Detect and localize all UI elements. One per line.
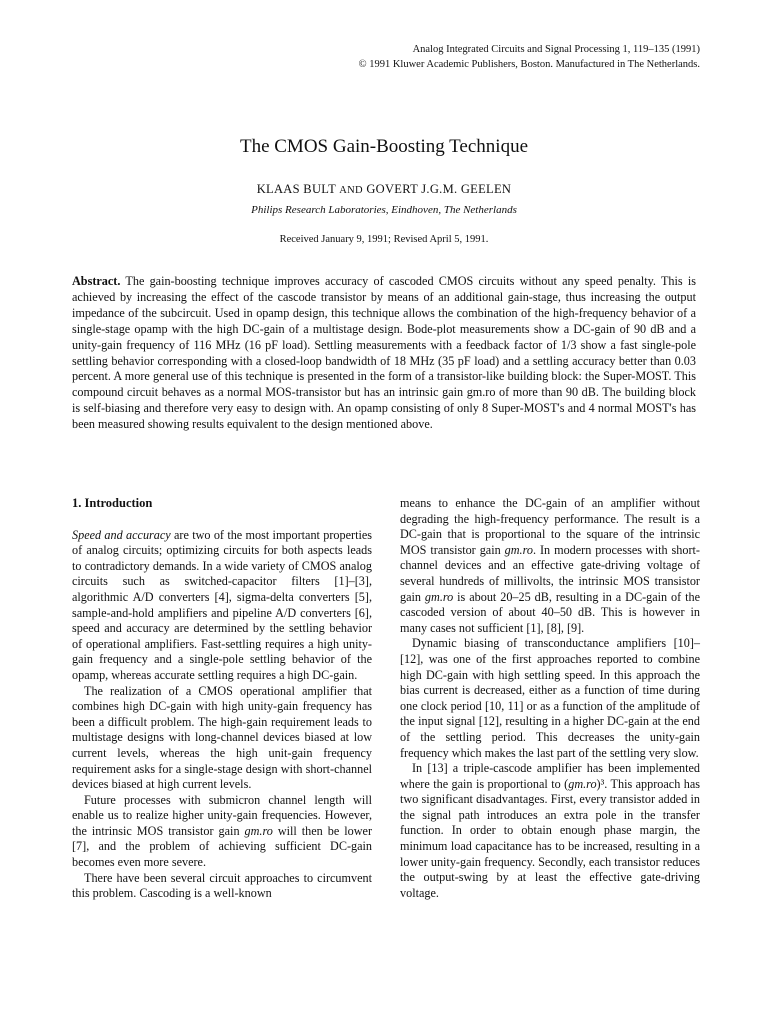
affiliation: Philips Research Laboratories, Eindhoven, The Netherlands — [251, 204, 517, 216]
emphasis: Speed and accuracy — [72, 527, 171, 542]
paragraph — [72, 528, 372, 684]
abstract — [72, 274, 696, 433]
paragraph-text: In [13] a triple-cascode amplifier has been implemented where the gain is proportional to ( — [400, 761, 700, 791]
paragraph: Dynamic biasing of transconductance amplifiers [10]–[12], was one of the first approaches reported to combine high DC-gain with high settling speed. In this approach the bias current is decreased, either as a function of time during one clock period [10, 11] or as a function of the amplitude of the input signal [12], resulting in a higher DC-gain at the end of the settling period. This decreases the unity-gain frequency which makes the last part of the settling very slow. — [400, 636, 700, 760]
paragraph — [400, 761, 700, 901]
paper-title: The CMOS Gain-Boosting Technique — [239, 136, 529, 157]
author-name: KLAAS BULT — [256, 182, 336, 196]
emphasis: gm.ro — [504, 542, 533, 557]
abstract-label: Abstract. — [72, 274, 121, 288]
emphasis: gm.ro — [424, 589, 454, 604]
emphasis: gm.ro — [244, 823, 273, 838]
paragraph: There have been several circuit approaches to circumvent this problem. Cascoding is a well-known — [72, 870, 372, 901]
paragraph — [400, 496, 700, 636]
paragraph-text: will then be lower [7], and the problem of achieving sufficient DC-gain becomes even more severe. — [72, 823, 372, 870]
emphasis: gm.ro — [568, 776, 597, 791]
journal-header — [280, 42, 700, 72]
paragraph — [72, 793, 372, 871]
author-name: GOVERT J.G.M. GEELEN — [366, 182, 512, 196]
journal-citation: Analog Integrated Circuits and Signal Processing 1, 119–135 (1991) — [412, 44, 700, 55]
paragraph-text: . In modern processes with short-channel devices and an effective gate-driving voltage of several hundreds of millivolts, the intrinsic MOS transistor gain — [400, 542, 700, 604]
paragraph-text: means to enhance the DC-gain of an amplifier without degrading the high-frequency performance. The result is a DC-gain that is proportional to the square of the intrinsic MOS transistor gain — [400, 496, 700, 557]
paragraph-text: Future processes with submicron channel length will enable us to realize higher unity-gain frequencies. However, the intrinsic MOS transistor gain — [72, 792, 372, 838]
paragraph-text: )³. This approach has two significant disadvantages. First, every transistor added in the signal path introduces an extra pole in the transfer function. In order to obtain enough phase margin, the minimum load capacitance has to be increased, resulting in a lower unity-gain frequency. Secondly, each transistor reduces the output-swing by at least the effective gate-driving voltage. — [400, 776, 700, 900]
copyright-line: © 1991 Kluwer Academic Publishers, Boston. Manufactured in The Netherlands. — [358, 59, 700, 70]
section-heading: 1. Introduction — [72, 496, 153, 510]
right-column — [400, 496, 700, 901]
abstract-text: The gain-boosting technique improves accuracy of cascoded CMOS circuits without any speed penalty. This is achieved by increasing the effect of the cascode transistor by means of an additional gain-stage, thus increasing the output impedance of the subcircuit. Used in opamp design, this technique allows the combination of the high-frequency behavior of a single-stage opamp with the high DC-gain of a multistage design. Bode-plot measurements show a DC-gain of 90 dB and a unity-gain frequency of 116 MHz (16 pF load). Settling measurements with a feedback factor of 1/3 show a fast single-pole settling behavior corresponding with a closed-loop bandwidth of 18 MHz (35 pF load) and a settling accuracy better than 0.03 percent. A more general use of this technique is presented in the form of a transistor-like building block: the Super-MOST. This compound circuit behaves as a normal MOS-transistor but has an intrinsic gain gm.ro of more than 90 dB. The building block is self-biasing and therefore very easy to design with. An opamp consisting of only 8 Super-MOST's and 4 normal MOST's has been measured showing results equivalent to the design mentioned above. — [72, 274, 696, 432]
paragraph: The realization of a CMOS operational amplifier that combines high DC-gain with high unity-gain frequency has been a difficult problem. The high-gain requirement leads to multistage designs with long-channel devices biased at low current levels, whereas the high unit-gain frequency requirement asks for a single-stage design with short-channel devices biased at high current levels. — [72, 683, 372, 792]
paragraph-text: is about 20–25 dB, resulting in a DC-gain of the cascoded version of about 40–50 dB. This is however in many cases not sufficient [1], [8], [9]. — [400, 589, 701, 635]
received-dates: Received January 9, 1991; Revised April 5, 1991. — [279, 234, 489, 245]
paragraph-text: are two of the most important properties of analog circuits; optimizing circuits for both aspects leads to contradictory demands. In a wide variety of CMOS analog circuits such as switched-capacitor filters [1]–[3], algorithmic A/D converters [4], sigma-delta converters [5], sample-and-hold amplifiers and pipeline A/D converters [6], speed and accuracy are determined by the settling behavior of operational amplifiers. Fast-settling requires a high unity-gain frequency and a single-pole settling behavior of the opamp, whereas accurate settling requires a high DC-gain. — [72, 527, 372, 682]
left-column — [72, 496, 372, 902]
author-line — [0, 182, 768, 197]
author-conjunction: AND — [339, 185, 363, 196]
